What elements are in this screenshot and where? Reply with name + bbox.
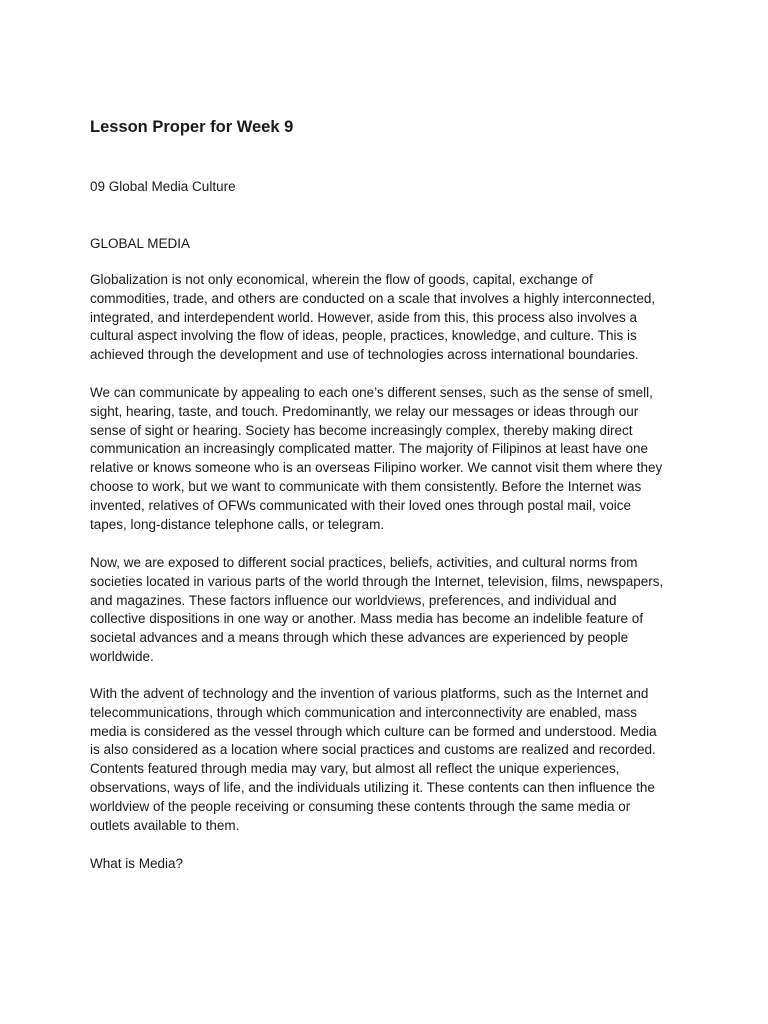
paragraph-line: Globalization is not only economical, wherein the flow of goods, capital, exchange of xyxy=(90,272,593,287)
paragraph-line: and magazines. These factors influence our worldviews, preferences, and individual and xyxy=(90,592,617,608)
paragraph-line: With the advent of technology and the invention of various platforms, such as the Internet and xyxy=(90,686,649,701)
media-question: What is Media? xyxy=(90,856,184,871)
paragraph-technology xyxy=(90,685,680,835)
paragraph-line: societal advances and a means through which these advances are experienced by people xyxy=(90,630,629,646)
paragraph-line: choose to work, but we want to communicate with them consistently. Before the Internet was xyxy=(90,478,642,494)
lesson-title: Lesson Proper for Week 9 xyxy=(90,118,294,136)
paragraph-line: worldview of the people receiving or consuming these contents through the same media or xyxy=(90,798,631,814)
paragraph-line: tapes, long-distance telephone calls, or telegram. xyxy=(90,516,385,532)
paragraph-globalization xyxy=(90,271,680,365)
paragraph-line: integrated, and interdependent world. However, aside from this, this process also involves a xyxy=(90,309,638,325)
paragraph-line: outlets available to them. xyxy=(90,817,240,833)
paragraph-line: societies located in various parts of the world through the Internet, television, films, newspapers, xyxy=(90,573,664,589)
paragraph-line: media is considered as the vessel through which culture can be formed and understood. Media xyxy=(90,723,657,739)
paragraph-communication xyxy=(90,384,680,534)
paragraph-line: invented, relatives of OFWs communicated with their loved ones through postal mail, voice xyxy=(90,497,632,513)
paragraph-line: worldwide. xyxy=(90,648,154,664)
paragraph-line: relative or knows someone who is an overseas Filipino worker. We cannot visit them where they xyxy=(90,460,663,476)
paragraph-line: commodities, trade, and others are conducted on a scale that involves a highly interconnected, xyxy=(90,290,656,306)
paragraph-line: achieved through the development and use of technologies across international boundaries. xyxy=(90,347,639,363)
paragraph-line: communication an increasingly complicated matter. The majority of Filipinos at least have one xyxy=(90,441,649,457)
paragraph-line: Now, we are exposed to different social practices, beliefs, activities, and cultural norms from xyxy=(90,555,638,570)
paragraph-line: telecommunications, through which communication and interconnectivity are enabled, mass xyxy=(90,704,638,720)
paragraph-line: observations, ways of life, and the individuals utilizing it. These contents can then influence the xyxy=(90,779,655,795)
lesson-subtitle: 09 Global Media Culture xyxy=(90,179,236,194)
paragraph-exposure xyxy=(90,554,680,667)
paragraph-line: Contents featured through media may vary, but almost all reflect the unique experiences, xyxy=(90,761,620,777)
paragraph-line: sight, hearing, taste, and touch. Predominantly, we relay our messages or ideas through our xyxy=(90,403,639,419)
paragraph-line: is also considered as a location where social practices and customs are realized and recorded. xyxy=(90,742,656,758)
paragraph-line: cultural aspect involving the flow of ideas, people, practices, knowledge, and culture. This is xyxy=(90,328,637,344)
section-heading: GLOBAL MEDIA xyxy=(90,236,191,251)
paragraph-line: collective dispositions in one way or another. Mass media has become an indelible feature of xyxy=(90,611,644,627)
paragraph-line: We can communicate by appealing to each one’s different senses, such as the sense of smell, xyxy=(90,385,653,400)
paragraph-line: sense of sight or hearing. Society has become increasingly complex, thereby making direct xyxy=(90,422,633,438)
